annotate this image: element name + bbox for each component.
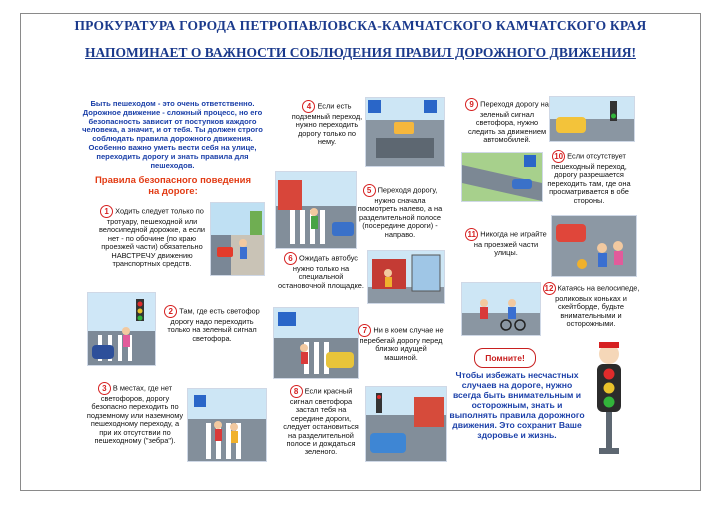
rule-7: [358, 324, 444, 362]
illustration-car-danger: [273, 307, 359, 379]
rule-text: Переходя дорогу на зеленый сигнал светофора, нужно следить за движением автомобилей.: [467, 99, 549, 145]
illustration-underpass: [365, 97, 445, 167]
illustration-median: [365, 386, 447, 462]
rule-4: [289, 100, 365, 147]
illustration-green-light: [549, 96, 635, 142]
header-subtitle: НАПОМИНАЕТ О ВАЖНОСТИ СОБЛЮДЕНИЯ ПРАВИЛ ДОРОЖНОГО ДВИЖЕНИЯ!: [85, 45, 636, 60]
rule-text: Никогда не играйте на проезжей части улицы.: [473, 229, 547, 258]
rule-number: 11: [465, 228, 478, 241]
illustration-playing-road: [551, 215, 637, 277]
illustration-open-road: [461, 152, 543, 202]
rule-number: 1: [100, 205, 113, 218]
illustration-rollers: [461, 282, 541, 336]
rule-6: [277, 252, 365, 290]
rule-number: 9: [465, 98, 478, 111]
rules-subtitle: Правила безопасного поведения на дороге:: [94, 175, 252, 197]
rule-number: 8: [290, 385, 303, 398]
rule-text: Переходя дорогу, нужно сначала посмотреть налево, а на разделительной полосе (посередине дороги) - направо.: [357, 185, 443, 239]
rule-number: 2: [164, 305, 177, 318]
rule-text: Катаясь на велосипеде, роликовых коньках и скейтборде, будьте внимательными и осторожными.: [555, 283, 640, 329]
remember-badge: Помните!: [474, 348, 536, 368]
rule-number: 5: [363, 184, 376, 197]
traffic-light-mascot-icon: [587, 340, 631, 458]
illustration-sidewalk: [210, 202, 265, 276]
rule-number: 10: [552, 150, 565, 163]
rule-9: [465, 98, 549, 145]
intro-text: Быть пешеходом - это очень ответственно. Дорожное движение - сложный процесс, но его безопасность зависит от поступков каждого человека, а значит, и от тебя. Ты должен строго соблюдать правила дорожного движения. Особенно важно уметь вести себя на улице, переходить дорогу и знать правила для пешеходов.: [82, 99, 263, 170]
rule-text: Ожидать автобус нужно только на специальной остановочной площадке.: [278, 253, 364, 290]
header-title: ПРОКУРАТУРА ГОРОДА ПЕТРОПАВЛОВСКА-КАМЧАТСКОГО КАМЧАТСКОГО КРАЯ: [74, 18, 647, 33]
illustration-look-left: [275, 171, 357, 249]
illustration-traffic-light: [87, 292, 156, 366]
poster-body: [63, 92, 646, 472]
rule-text: Ни в коем случае не перебегай дорогу перед близко идущей машиной.: [359, 325, 444, 362]
illustration-zebra: [187, 388, 267, 462]
closing-text: Чтобы избежать несчастных случаев на дороге, нужно всегда быть внимательным и осторожным, знать и выполнять правила дорожного движения. Это сохранит Ваше здоровье и жизнь.: [449, 370, 585, 440]
rule-text: Там, где есть светофор дорогу надо переходить только на зеленый сигнал светофора.: [167, 306, 260, 343]
rule-12: [541, 282, 641, 329]
rule-number: 12: [543, 282, 556, 295]
rule-3: [85, 382, 185, 445]
rule-text: В местах, где нет светофоров, дорогу безопасно переходить по подземному или наземному пешеходному переходу, а при их отсутствии по пешеходному ("зебра").: [86, 383, 184, 446]
rule-number: 7: [358, 324, 371, 337]
rule-text: Если красный сигнал светофора застал тебя на середине дороги, следует остановиться на разделительной полосе и дождаться зеленого.: [283, 386, 359, 457]
rule-number: 3: [98, 382, 111, 395]
rule-1: [93, 205, 211, 268]
illustration-bus-stop: [367, 250, 445, 304]
rule-text: Если отсутствует пешеходный переход, дорогу разрешается переходить там, где она просматривается в обе стороны.: [547, 151, 631, 205]
rule-number: 6: [284, 252, 297, 265]
rule-number: 4: [302, 100, 315, 113]
rule-5: [355, 184, 445, 239]
rule-8: [279, 385, 363, 457]
rule-text: Ходить следует только по тротуару, пешеходной или велосипедной дорожке, а если нет - по обочине (по краю проезжей части) обязательно НАВСТРЕЧУ движению транспортных средств.: [98, 206, 206, 269]
rule-text: Если есть подземный переход, нужно переходить дорогу только по нему.: [291, 101, 363, 147]
rule-10: [543, 150, 635, 205]
rule-11: [463, 228, 549, 258]
rule-2: [159, 305, 265, 343]
